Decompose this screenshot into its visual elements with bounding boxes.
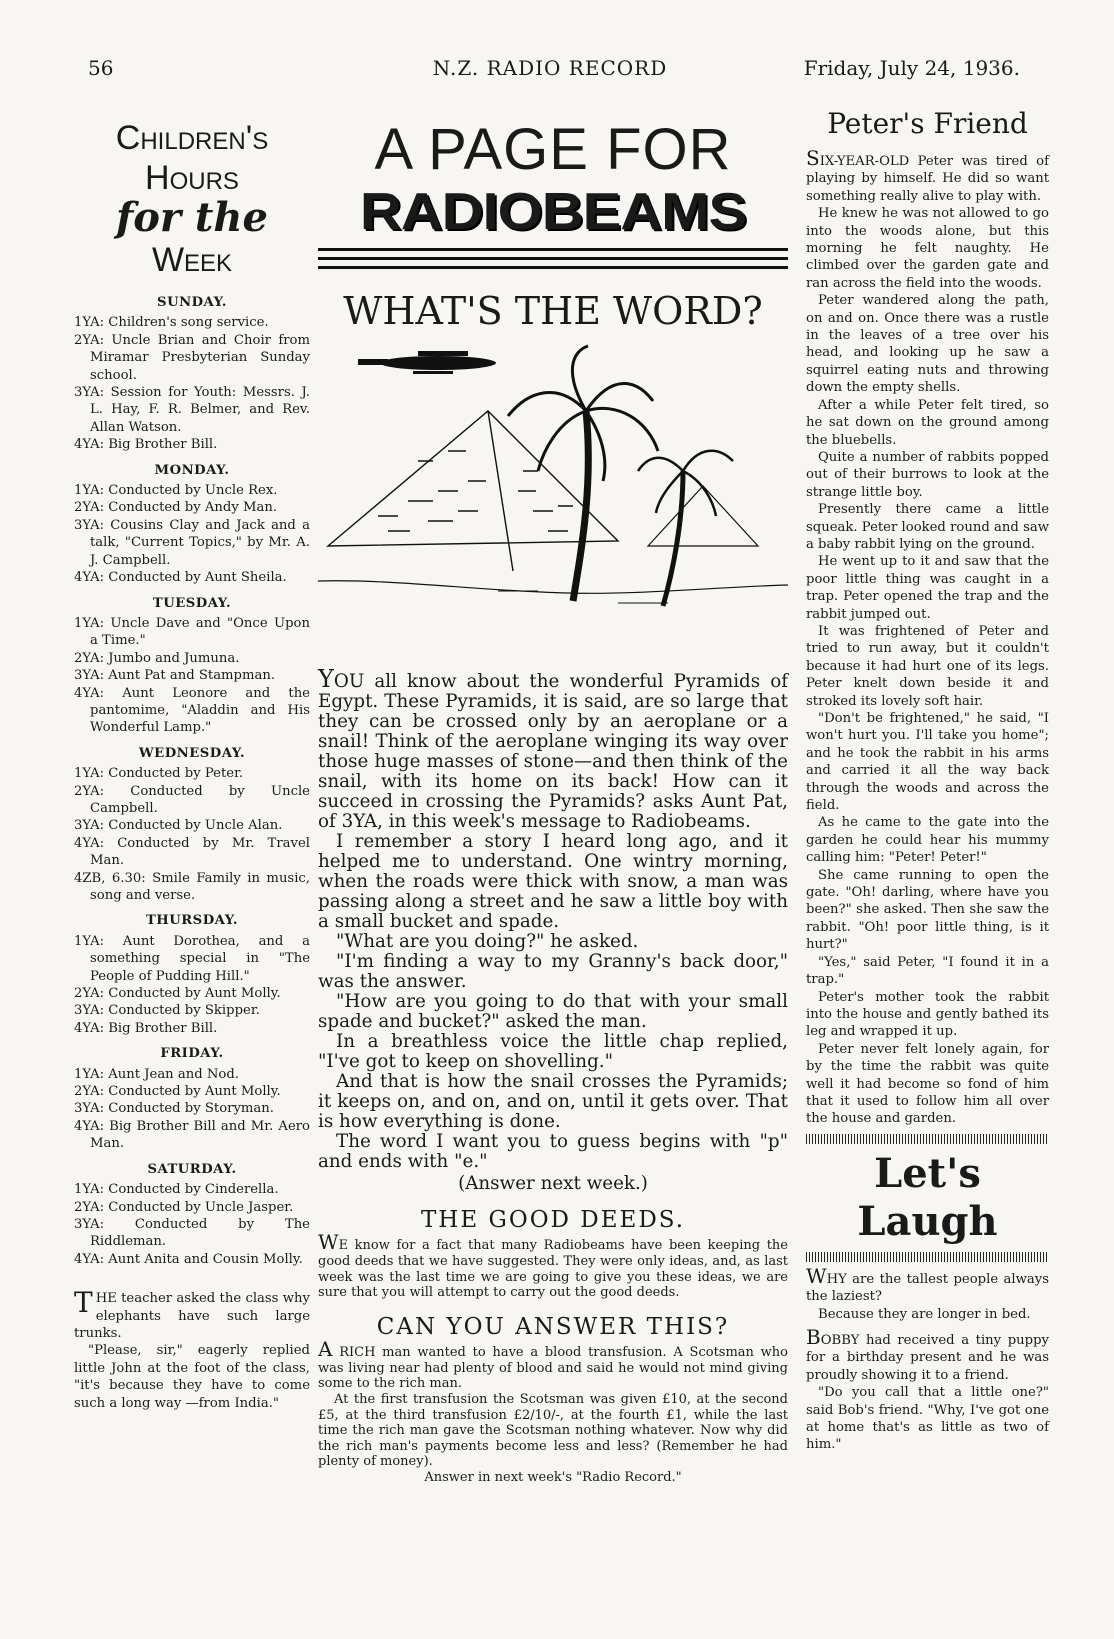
schedule-entry: 2YA: Conducted by Uncle Jasper. [74, 1199, 294, 1215]
page-number: 56 [88, 56, 114, 80]
dropcap: W [806, 1263, 827, 1288]
story-paragraph: Presently there came a little squeak. Peter looked round and saw a baby rabbit lying on the ground. [806, 502, 1049, 552]
story-paragraph: It was frightened of Peter and tried to run away, but it couldn't because it had hurt one of its legs. Peter knelt down beside it and stroked its lovely soft hair. [806, 623, 1049, 709]
schedule-entry: 4YA: Aunt Leonore and the pantomime, "Aladdin and His Wonderful Lamp." [74, 685, 310, 736]
joke-paragraph: "Do you call that a little one?" said Bob's friend. "Why, I've got one at home that's as little as two of him." [806, 1385, 1049, 1453]
day-heading: FRIDAY. [160, 1046, 224, 1062]
schedule-entry: 1YA: Conducted by Peter. [74, 766, 244, 782]
childrens-hours-column [74, 118, 310, 1412]
schedule-list [74, 294, 310, 1268]
good-deeds-heading: THE GOOD DEEDS. [420, 1207, 686, 1233]
joke-answer: "Please, sir," eagerly replied little John at the foot of the class, "it's because they have to come such a long way —from India." [74, 1343, 310, 1411]
title-line1: Children's Hours [115, 119, 269, 197]
story-paragraph: After a while Peter felt tired, so he sat down on the ground among the bluebells. [806, 397, 1049, 448]
story-paragraph: Peter's mother took the rabbit into the house and gently bathed its leg and wrapped it up. [806, 989, 1049, 1040]
good-deeds-paragraph: E know for a fact that many Radiobeams have been keeping the good deeds that we have suggested. They were only ideas, and, as last week was the last time we are going to give you these ideas, we are sure that you will attempt to carry out the good deeds. [318, 1238, 788, 1301]
schedule-entry: 4YA: Big Brother Bill. [74, 437, 218, 453]
page-title: A PAGE FOR [374, 117, 732, 182]
lets-laugh-title: Let's Laugh [857, 1149, 998, 1245]
story-paragraph: "How are you going to do that with your small spade and bucket?" asked the man. [318, 991, 788, 1032]
pyramid-icon [328, 411, 618, 571]
day-heading: MONDAY. [154, 462, 230, 478]
joke-answer: Because they are longer in bed. [818, 1306, 1031, 1322]
answer-next-week: Answer in next week's "Radio Record." [424, 1469, 682, 1485]
dropcap: T [74, 1286, 93, 1320]
day-heading: SATURDAY. [147, 1161, 237, 1177]
radiobeams-column [318, 112, 788, 1486]
answer-this-heading: CAN YOU ANSWER THIS? [376, 1313, 730, 1340]
schedule-entry: 3YA: Cousins Clay and Jack and a talk, "Current Topics," by Mr. A. J. Campbell. [74, 517, 310, 568]
story-paragraph: He knew he was not allowed to go into the woods alone, but this morning he felt naughty. He climbed over the garden gate and ran across the field into the woods. [806, 206, 1049, 291]
pyramids-illustration [318, 341, 788, 641]
joke-paragraph: OBBY had received a tiny puppy for a birthday present and he was proudly showing it to a friend. [806, 1332, 1049, 1383]
title-for-the: for the [116, 194, 268, 241]
schedule-entry: 1YA: Conducted by Uncle Rex. [74, 483, 278, 499]
peters-friend-story [806, 146, 1049, 1128]
schedule-entry: 3YA: Conducted by Storyman. [74, 1101, 274, 1117]
schedule-entry: 4YA: Big Brother Bill. [74, 1020, 218, 1036]
story-paragraph: Peter never felt lonely again, for by the time the rabbit was quite well it had become so fond of him that it used to follow him all over the house and garden. [806, 1041, 1049, 1127]
story-paragraph: Quite a number of rabbits popped out of their burrows to look at the strange little boy. [806, 449, 1049, 500]
schedule-entry: 2YA: Uncle Brian and Choir from Miramar Presbyterian Sunday school. [74, 332, 310, 383]
day-heading: THURSDAY. [145, 913, 239, 929]
dropcap: S [806, 146, 820, 170]
story-paragraph: As he came to the gate into the garden he could hear his mummy calling him: "Peter! Peter!" [806, 815, 1049, 866]
dropcap: B [806, 1324, 821, 1349]
answer-this-text [318, 1337, 788, 1485]
schedule-entry: 4ZB, 6.30: Smile Family in music, song and verse. [74, 870, 310, 903]
peters-friend-title: Peter's Friend [827, 107, 1028, 140]
story-paragraph: I remember a story I heard long ago, and it helped me to understand. One wintry morning, when the roads were thick with snow, a man was passing along a street and he saw a little boy with a small bucket and spade. [318, 831, 788, 932]
answer-this-paragraph: At the first transfusion the Scotsman was given £10, at the second £5, at the third transfusion £2/10/-, at the fourth £1, while the last time the rich man gave the Scotsman nothing whatever. Now why did the rich man's payments become less and less? (Remember he had plenty of money). [318, 1391, 788, 1470]
story-paragraph: In a breathless voice the little chap replied, "I've got to keep on shovelling." [318, 1031, 788, 1072]
schedule-entry: 4YA: Aunt Anita and Cousin Molly. [74, 1251, 303, 1267]
page-header [80, 56, 1020, 86]
schedule-entry: 3YA: Session for Youth: Messrs. J. L. Hay, F. R. Belmer, and Rev. Allan Watson. [74, 385, 310, 435]
divider [806, 1134, 1049, 1144]
schedule-entry: 2YA: Jumbo and Jumuna. [74, 650, 240, 666]
issue-date: Friday, July 24, 1936. [803, 56, 1020, 80]
elephant-joke [74, 1286, 310, 1412]
day-heading: SUNDAY. [157, 295, 227, 310]
schedule-entry: 1YA: Conducted by Cinderella. [74, 1182, 279, 1198]
schedule-entry: 2YA: Conducted by Andy Man. [74, 500, 278, 516]
story-paragraph: OU all know about the wonderful Pyramids of Egypt. These Pyramids, it is said, are so large that they can be crossed only by an aeroplane or a snail! Think of the aeroplane winging its way over those huge masses of stone—and then think of the snail, with its home on its back! How can it succeed in crossing the Pyramids? asks Aunt Pat, of 3YA, in this week's message to Radiobeams. [318, 671, 788, 832]
schedule-entry: 3YA: Conducted by The Riddleman. [74, 1216, 310, 1250]
pyramids-story [318, 665, 788, 1194]
story-paragraph: Peter wandered along the path, on and on. Once there was a rustle in the leaves of a tree over his head, and looking up he saw a squirrel eating nuts and throwing down the empty shells. [806, 293, 1049, 396]
story-paragraph: The word I want you to guess begins with "p" and ends with "e." [318, 1131, 788, 1172]
schedule-entry: 3YA: Conducted by Uncle Alan. [74, 818, 283, 834]
story-paragraph: She came running to open the gate. "Oh! darling, where have you been?" she asked. Then she saw the rabbit. "Oh! poor little thing, is it hurt?" [806, 867, 1049, 953]
aeroplane-icon [358, 351, 496, 374]
story-paragraph: "Yes," said Peter, "I found it in a trap." [806, 954, 1049, 988]
schedule-entry: 1YA: Aunt Dorothea, and a something special in "The People of Pudding Hill." [74, 933, 310, 984]
divider [806, 1252, 1049, 1262]
palm-tree-icon [508, 346, 733, 606]
schedule-entry: 2YA: Conducted by Uncle Campbell. [74, 783, 310, 816]
day-heading: TUESDAY. [152, 595, 232, 611]
schedule-entry: 4YA: Big Brother Bill and Mr. Aero Man. [74, 1118, 310, 1152]
dropcap: A [318, 1337, 333, 1362]
story-paragraph: "Don't be frightened," he said, "I won't hurt you. I'll take you home"; and he took the rabbit in his arms and carried it all the way back through the woods and across the field. [806, 711, 1049, 814]
story-paragraph: "I'm finding a way to my Granny's back door," was the answer. [318, 951, 788, 992]
dropcap: W [318, 1230, 339, 1255]
peters-friend-column [806, 106, 1049, 1454]
title-rules [318, 248, 788, 269]
schedule-entry: 3YA: Conducted by Skipper. [74, 1003, 260, 1019]
answer-note: (Answer next week.) [458, 1173, 648, 1194]
joke-question: HE teacher asked the class why elephants have such large trunks. [74, 1291, 310, 1341]
dropcap: Y [318, 665, 334, 693]
day-heading: WEDNESDAY. [138, 745, 246, 761]
story-paragraph: He went up to it and saw that the poor little thing was caught in a trap. Peter opened the trap and the rabbit jumped out. [806, 554, 1049, 622]
good-deeds-text [318, 1230, 788, 1301]
schedule-entry: 1YA: Aunt Jean and Nod. [74, 1066, 239, 1082]
title-week: Week [151, 241, 233, 279]
story-paragraph: And that is how the snail crosses the Pyramids; it keeps on, and on, and on, until it gets over. That is how everything is done. [318, 1071, 788, 1132]
schedule-entry: 1YA: Children's song service. [74, 315, 269, 331]
childrens-hours-title [74, 118, 310, 280]
schedule-entry: 3YA: Aunt Pat and Stampman. [74, 668, 276, 684]
schedule-entry: 2YA: Conducted by Aunt Molly. [74, 1084, 281, 1100]
schedule-entry: 1YA: Uncle Dave and "Once Upon a Time." [74, 615, 310, 649]
joke-question: HY are the tallest people always the laziest? [806, 1271, 1049, 1305]
radiobeams-title: RADIOBEAMS [359, 182, 747, 241]
schedule-entry: 2YA: Conducted by Aunt Molly. [74, 986, 281, 1002]
story-paragraph: "What are you doing?" he asked. [336, 931, 639, 952]
masthead: N.Z. RADIO RECORD [432, 56, 668, 80]
answer-this-paragraph: RICH man wanted to have a blood transfusion. A Scotsman who was living near had plenty of blood and said he would not mind giving some to the rich man. [318, 1345, 788, 1392]
whats-the-word-heading: WHAT'S THE WORD? [343, 289, 763, 333]
schedule-entry: 4YA: Conducted by Aunt Sheila. [74, 570, 287, 586]
story-paragraph: IX-YEAR-OLD Peter was tired of playing by himself. He did so want something really alive to play with. [806, 154, 1049, 204]
schedule-entry: 4YA: Conducted by Mr. Travel Man. [74, 835, 310, 869]
